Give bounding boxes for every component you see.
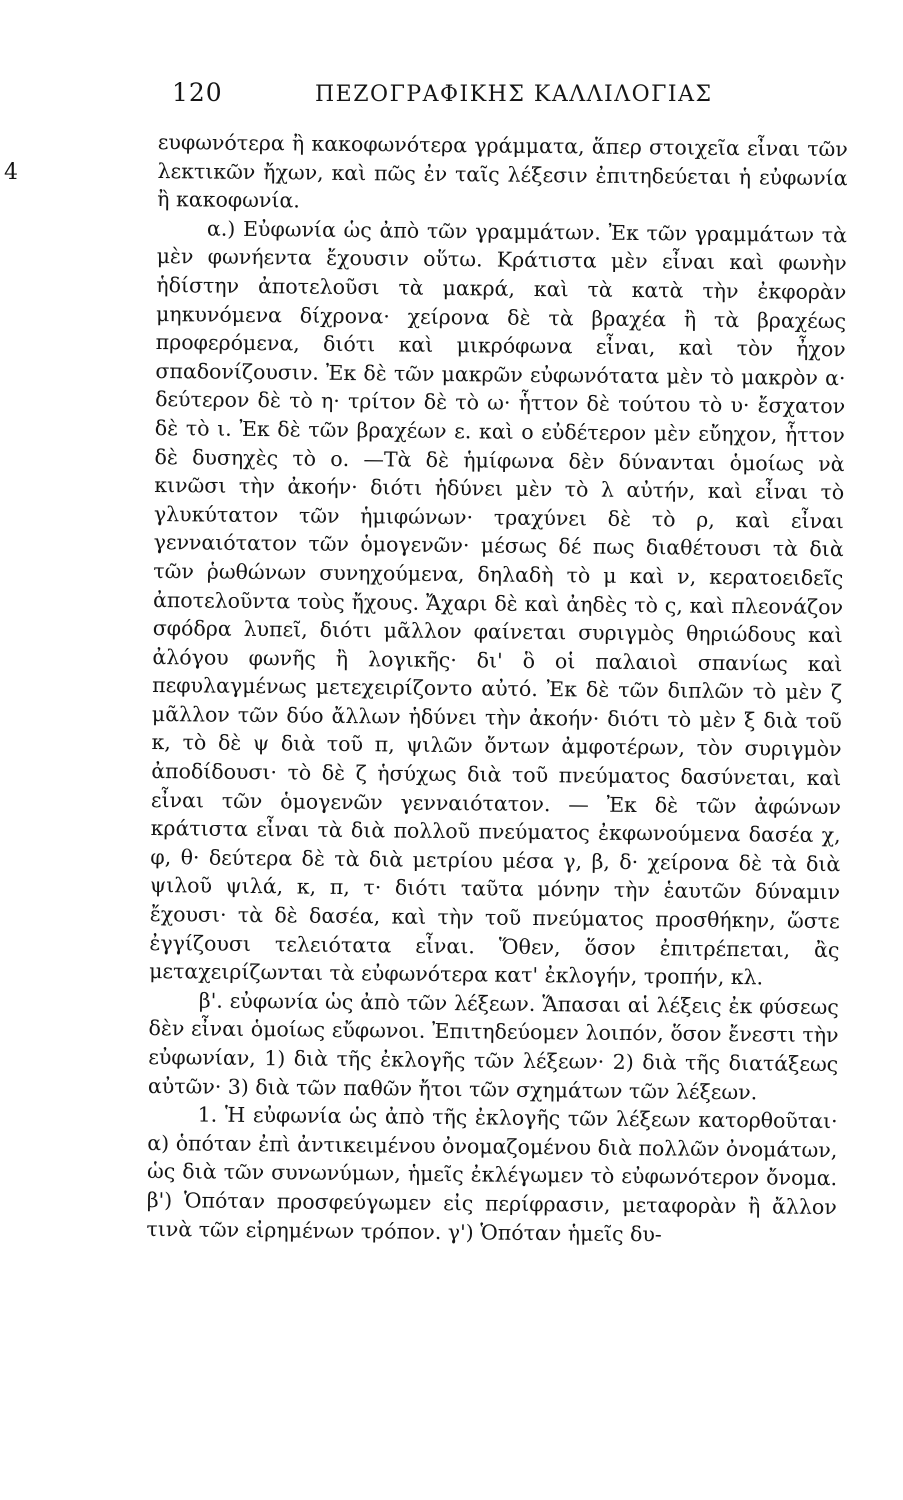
running-title: ΠΕΖΟΓΡΑΦΙΚΗΣ ΚΑΛΛΙΛΟΓΙΑΣ — [315, 82, 713, 107]
paragraph: 1. Ἡ εὐφωνία ὡς ἀπὸ τῆς ἐκλογῆς τῶν λέξεων κατορθοῦται· α) ὁπόταν ἐπὶ ἀντικειμένου ὀνομαζομένου διὰ πολλῶν ὀνομάτων, ὡς διὰ τῶν συνωνύμων, ἡμεῖς ἐκλέγωμεν τὸ εὐφωνότερον ὄνομα. β') Ὁπόταν προσφεύγωμεν εἰς περίφρασιν, μεταφορὰν ἢ ἄλλον τινὰ τῶν εἰρημένων τρόπον. γ') Ὁπόταν ἡμεῖς δυ- — [146, 1102, 838, 1246]
body-text — [146, 128, 848, 1250]
page-header — [0, 78, 903, 118]
margin-mark: 4 — [4, 160, 18, 185]
paragraph: β'. εὐφωνία ὡς ἀπὸ τῶν λέξεων. Ἅπασαι αἱ λέξεις ἐκ φύσεως δὲν εἶναι ὁμοίως εὔφωνοι. Ἐπιτηδεύομεν λοιπόν, ὅσον ἔνεστι τὴν εὐφωνίαν, 1) διὰ τῆς ἐκλογῆς τῶν λέξεων· 2) διὰ τῆς διατάξεως αὐτῶν· 3) διὰ τῶν παθῶν ἤτοι τῶν σχημάτων τῶν λέξεων. — [147, 988, 839, 1104]
paragraph: ευφωνότερα ἢ κακοφωνότερα γράμματα, ἅπερ στοιχεῖα εἶναι τῶν λεκτικῶν ἤχων, καὶ πῶς ἐν ταῖς λέξεσιν ἐπιτηδεύεται ἡ εὐφωνία ἢ κακοφωνία. — [157, 129, 848, 213]
paragraph: α.) Εὐφωνία ὡς ἀπὸ τῶν γραμμάτων. Ἐκ τῶν γραμμάτων τὰ μὲν φωνήεντα ἔχουσιν οὕτω. Κράτιστα μὲν εἶναι καὶ φωνὴν ἡδίστην ἀποτελοῦσι τὰ μακρά, καὶ τὰ κατὰ τὴν ἐκφορὰν μηκυνόμενα δίχρονα· χείρονα δὲ τὰ βραχέα ἢ τὰ βραχέως προφερόμενα, διότι καὶ μικρόφωνα εἶναι, καὶ τὸν ἦχον σπαδονίζουσιν. Ἐκ δὲ τῶν μακρῶν εὐφωνότατα μὲν τὸ μακρὸν α· δεύτερον δὲ τὸ η· τρίτον δὲ τὸ ω· ἧττον δὲ τούτου τὸ υ· ἔσχατον δὲ τὸ ι. Ἐκ δὲ τῶν βραχέων ε. καὶ ο εὐδέτερον μὲν εὔηχον, ἧττον δὲ δυσηχὲς τὸ ο. —Τὰ δὲ ἡμίφωνα δὲν δύνανται ὁμοίως νὰ κινῶσι τὴν ἀκοήν· διότι ἡδύνει μὲν τὸ λ αὐτήν, καὶ εἶναι τὸ γλυκύτατον τῶν ἡμιφώνων· τραχύνει δὲ τὸ ρ, καὶ εἶναι γενναιότατον τῶν ὁμογενῶν· μέσως δέ πως διαθέτουσι τὰ διὰ τῶν ῥωθώνων συνηχούμενα, δηλαδὴ τὸ μ καὶ ν, κερατοειδεῖς ἀποτελοῦντα τοὺς ἤχους. Ἄχαρι δὲ καὶ ἀηδὲς τὸ ς, καὶ πλεονάζον σφόδρα λυπεῖ, διότι μᾶλλον φαίνεται συριγμὸς θηριώδους καὶ ἀλόγου φωνῆς ἢ λογικῆς· δι' ὃ οἱ παλαιοὶ σπανίως καὶ πεφυλαγμένως μετεχειρίζοντο αὐτό. Ἐκ δὲ τῶν διπλῶν τὸ μὲν ζ μᾶλλον τῶν δύο ἄλλων ἡδύνει τὴν ἀκοήν· διότι τὸ μὲν ξ διὰ τοῦ κ, τὸ δὲ ψ διὰ τοῦ π, ψιλῶν ὄντων ἀμφοτέρων, τὸν συριγμὸν ἀποδίδουσι· τὸ δὲ ζ ἡσύχως διὰ τοῦ πνεύματος δασύνεται, καὶ εἶναι τῶν ὁμογενῶν γενναιότατον. — Ἐκ δὲ τῶν ἀφώνων κράτιστα εἶναι τὰ διὰ πολλοῦ πνεύματος ἐκφωνούμενα δασέα χ, φ, θ· δεύτερα δὲ τὰ διὰ μετρίου μέσα γ, β, δ· χείρονα δὲ τὰ διὰ ψιλοῦ ψιλά, κ, π, τ· διότι ταῦτα μόνην τὴν ἑαυτῶν δύναμιν ἔχουσι· τὰ δὲ δασέα, καὶ τὴν τοῦ πνεύματος προσθήκην, ὥστε ἐγγίζουσι τελειότατα εἶναι. Ὅθεν, ὅσον ἐπιτρέπεται, ἂς μεταχειρίζωνται τὰ εὐφωνότερα κατ' ἐκλογήν, τροπήν, κλ. — [149, 216, 848, 990]
page-number: 120 — [172, 78, 223, 107]
